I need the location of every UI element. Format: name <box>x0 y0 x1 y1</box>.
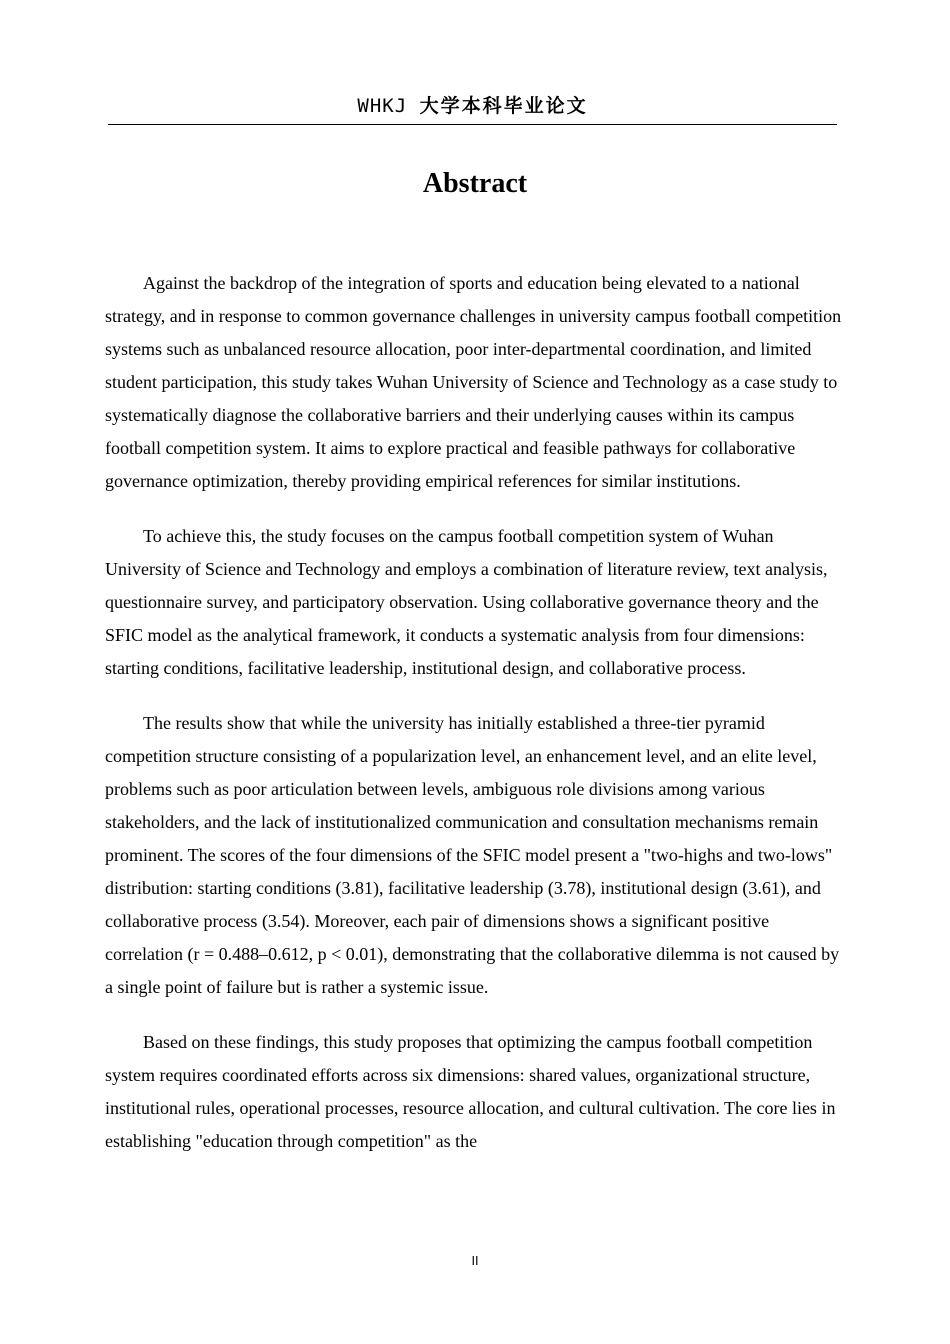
paragraph-3: The results show that while the university has initially established a three-tier pyramid competition structure consisting of a popularization level, an enhancement level, and an elite level, problems such as poor articulation between levels, ambiguous role divisions among various stakeholders, and the lack of institutionalized communication and consultation mechanisms remain prominent. The scores of the four dimensions of the SFIC model present a "two-highs and two-lows" distribution: starting conditions (3.81), facilitative leadership (3.78), institutional design (3.61), and collaborative process (3.54). Moreover, each pair of dimensions shows a significant positive correlation (r = 0.488–0.612, p < 0.01), demonstrating that the collaborative dilemma is not caused by a single point of failure but is rather a systemic issue. <box>105 713 840 997</box>
paragraph-2: To achieve this, the study focuses on the campus football competition system of Wuhan University of Science and Technology and employs a combination of literature review, text analysis, questionnaire survey, and participatory observation. Using collaborative governance theory and the SFIC model as the analytical framework, it conducts a systematic analysis from four dimensions: starting conditions, facilitative leadership, institutional design, and collaborative process. <box>105 526 828 678</box>
paragraph-4: Based on these findings, this study proposes that optimizing the campus football competition system requires coordinated efforts across six dimensions: shared values, organizational structure, institutional rules, operational processes, resource allocation, and cultural cultivation. The core lies in establishing "education through competition" as the <box>105 1032 836 1151</box>
running-header <box>108 93 837 125</box>
header-chinese-text: 大学本科毕业论文 <box>419 95 588 117</box>
paragraph-1: Against the backdrop of the integration of sports and education being elevated to a national strategy, and in response to common governance challenges in university campus football competition systems such as unbalanced resource allocation, poor inter-departmental coordination, and limited student participation, this study takes Wuhan University of Science and Technology as a case study to systematically diagnose the collaborative barriers and their underlying causes within its campus football competition system. It aims to explore practical and feasible pathways for collaborative governance optimization, thereby providing empirical references for similar institutions. <box>105 273 842 491</box>
abstract-title: Abstract <box>422 168 528 199</box>
abstract-body <box>105 267 850 1180</box>
header-latin-text: WHKJ <box>357 95 408 117</box>
page-number: II <box>471 1254 479 1268</box>
